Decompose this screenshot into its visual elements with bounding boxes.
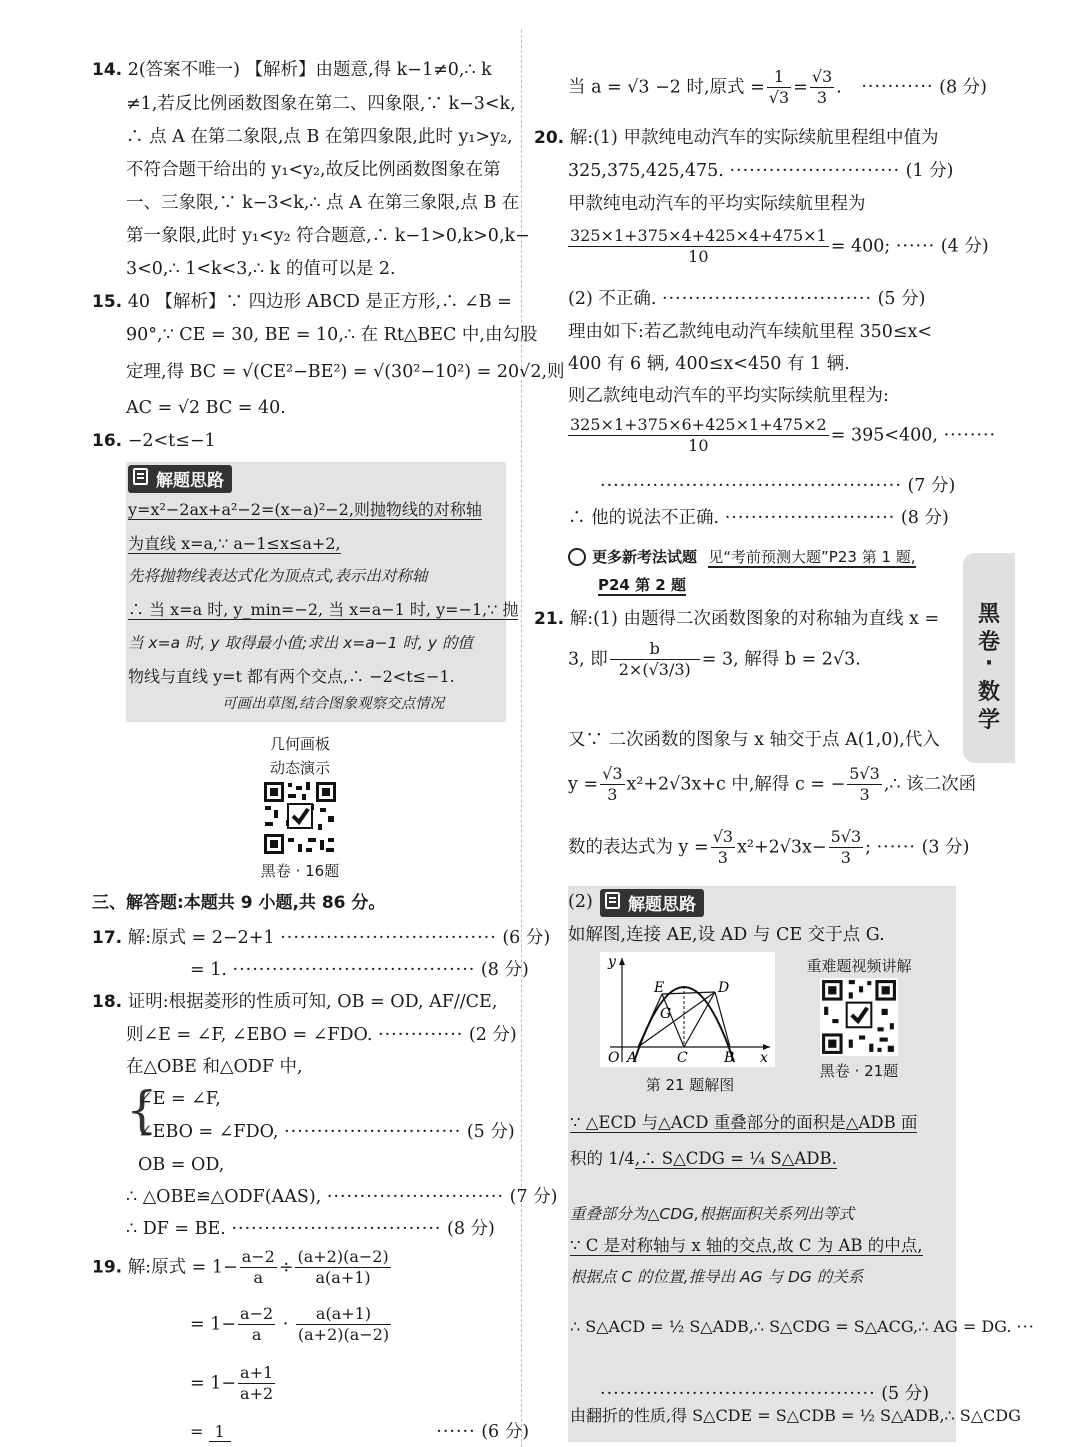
side-tab-char-5: 学 xyxy=(977,708,1000,733)
q20-text-1: 解:(1) 甲款纯电动汽车的实际续航里程组中值为 xyxy=(569,128,939,148)
q19-frac-1-num: a−2 xyxy=(240,1248,277,1268)
more-tests-ref-2 xyxy=(598,577,686,594)
side-tab-char-4: 数 xyxy=(977,680,1000,705)
q20-frac-2-num: 325×1+375×6+425×1+475×2 xyxy=(568,416,829,436)
q14-line-1 xyxy=(92,60,492,81)
q21-text-1: 解:(1) 由题得二次函数图象的对称轴为直线 x = xyxy=(569,609,940,629)
q19-frac-3 xyxy=(238,1305,275,1345)
q21-badge-label: 解题思路 xyxy=(628,895,696,915)
q18-text-5: ∴ DF = BE. xyxy=(126,1219,226,1239)
q21-text-4b: x²+2√3x+c 中,解得 c = − xyxy=(626,774,846,795)
q21-line-6: 如解图,连接 AE,设 AD 与 CE 交于点 G. xyxy=(568,925,885,945)
q16-number: 16. xyxy=(92,431,123,451)
q21-thinking-badge xyxy=(600,889,704,917)
q20-line-1 xyxy=(534,128,938,149)
q21-frac-5-den: 3 xyxy=(840,848,851,868)
q18-score-2: (2 分) xyxy=(468,1025,517,1045)
q17-score-1: (6 分) xyxy=(502,928,551,948)
q21-frac-3-den: 3 xyxy=(859,785,870,805)
q20-score-7-line: ·············································· (7 分) xyxy=(600,476,956,496)
side-tab xyxy=(963,553,1015,763)
q18-brace-1: ∠E = ∠F, xyxy=(138,1089,221,1109)
q21-figure-graph xyxy=(600,952,775,1067)
q19-line-3 xyxy=(190,1364,277,1404)
q17-line-1: 17. 解:原式 = 2−2+1 ································· (6 分) xyxy=(92,928,551,948)
q20-score-3: (4 分) xyxy=(940,236,989,257)
q16-hint-4 xyxy=(128,601,518,619)
q21-hint-6-text: ∴ S△ACD = ½ S△ADB,∴ S△CDG = S△ACG,∴ AG = DG. xyxy=(570,1317,1012,1336)
q20-frac-1-num: 325×1+375×4+425×4+475×1 xyxy=(568,227,829,247)
q20-frac-2 xyxy=(568,416,829,456)
section-3-heading: 三、解答题:本题共 9 小题,共 86 分。 xyxy=(92,893,386,913)
q21-hint-4-text: ∵ C 是对称轴与 x 轴的交点,故 C 为 AB 的中点, xyxy=(570,1236,923,1255)
q17-number: 17. xyxy=(92,928,123,948)
qr2-title: 重难题视频讲解 xyxy=(806,957,912,975)
q21-line-4 xyxy=(568,765,976,805)
q16-hint-4-text: ∴ 当 x=a 时, y_min=−2, 当 x=a−1 时, y=−1,∵ 抛 xyxy=(128,600,519,619)
q20-line-2: 325,375,425,475. ·························· (1 分) xyxy=(568,161,954,181)
q21-text-5b: x²+2√3x− xyxy=(737,837,827,858)
q21-text-4a: y = xyxy=(568,774,599,795)
note-icon xyxy=(605,892,620,909)
side-tab-char-3: · xyxy=(984,651,994,676)
q16-answer: −2<t≤−1 xyxy=(127,431,216,451)
q21-hint-4 xyxy=(570,1237,923,1256)
q20-frac-1-den: 10 xyxy=(688,247,709,267)
q20-line-3: 甲款纯电动汽车的平均实际续航里程为 xyxy=(568,194,866,214)
q21-frac-3 xyxy=(847,765,882,805)
q20-text-2: 325,375,425,475. xyxy=(568,161,724,181)
q14-line-6: 第一象限,此时 y₁<y₂ 符合题意,∴ k−1>0,k>0,k− xyxy=(126,226,530,246)
q17-score-2: (8 分) xyxy=(480,960,529,980)
q19-eq-2: = 1− xyxy=(190,1314,237,1335)
fig-label-O: O xyxy=(608,1050,620,1066)
q21-frac-4-num: √3 xyxy=(711,828,735,848)
q19-end-frac-2 xyxy=(810,68,834,108)
q21-frac-3-num: 5√3 xyxy=(847,765,882,785)
q21-frac-4-den: 3 xyxy=(717,848,728,868)
q18-text-4: ∴ △OBE≌△ODF(AAS), xyxy=(126,1187,322,1207)
qr2-caption: 黑卷 · 21题 xyxy=(819,1062,899,1080)
q16-hint-1 xyxy=(128,501,482,519)
q16-hint-7: 可画出草图,结合图象观察交点情况 xyxy=(222,696,445,712)
q18-brace-2-text: ∠EBO = ∠FDO, xyxy=(138,1122,279,1142)
q15-line-2: 90°,∵ CE = 30, BE = 10,∴ 在 Rt△BEC 中,由勾股 xyxy=(126,325,538,345)
q19-dot: · xyxy=(282,1314,289,1335)
q20-score-4: (5 分) xyxy=(877,289,926,309)
q19-end-frac-1-den: √3 xyxy=(768,88,790,108)
more-tests-banner[interactable] xyxy=(568,546,916,567)
q16-hint-2 xyxy=(128,535,341,553)
q19-frac-5-den: a+2 xyxy=(240,1384,274,1404)
q21-line-3: 又∵ 二次函数的图象与 x 轴交于点 A(1,0),代入 xyxy=(568,730,940,750)
q19-div: ÷ xyxy=(278,1257,294,1278)
q19-frac-2-num: (a+2)(a−2) xyxy=(295,1248,390,1268)
note-icon xyxy=(133,468,148,485)
q18-number: 18. xyxy=(92,992,123,1012)
q20-result-2: = 395<400, xyxy=(830,425,938,446)
q19-frac-3-num: a−2 xyxy=(238,1305,275,1325)
q19-end-score: (8 分) xyxy=(939,77,987,98)
more-tests-ref-1: 见“考前预测大题”P23 第 1 题, xyxy=(708,548,916,566)
more-tests-title: 更多新考法试题 xyxy=(592,548,698,566)
q19-end-frac-1 xyxy=(767,68,791,108)
q19-end-prefix: 当 a = √3 −2 时,原式 = xyxy=(568,77,765,98)
q21-figure xyxy=(600,952,775,1067)
q20-result-1: = 400; xyxy=(830,236,891,257)
q18-score-brace: (5 分) xyxy=(466,1122,515,1142)
q14-line-7: 3<0,∴ 1<k<3,∴ k 的值可以是 2. xyxy=(126,259,396,279)
q18-line-2: 则∠E = ∠F, ∠EBO = ∠FDO. ············· (2 分) xyxy=(126,1025,517,1045)
q14-line-2: ≠1,若反比例函数图象在第二、四象限,∵ k−3<k, xyxy=(126,94,516,114)
q19-end-frac-2-num: √3 xyxy=(810,68,834,88)
q21-hint-3: 重叠部分为△CDG,根据面积关系列出等式 xyxy=(570,1205,855,1223)
q20-score-2: (1 分) xyxy=(905,161,954,181)
q14-line-5: 一、三象限,∵ k−3<k,∴ 点 A 在第三象限,点 B 在 xyxy=(126,193,520,213)
q15-line-3: 定理,得 BC = √(CE²−BE²) = √(30²−10²) = 20√2,则 xyxy=(126,362,565,382)
q21-hint-5: 根据点 C 的位置,推导出 AG 与 DG 的关系 xyxy=(570,1268,864,1286)
q20-score-8: (8 分) xyxy=(900,508,949,528)
q21-figure-caption: 第 21 题解图 xyxy=(645,1076,735,1094)
q20-score-7: (7 分) xyxy=(907,476,956,496)
q15-line-4: AC = √2 BC = 40. xyxy=(126,398,286,418)
q16-line-1 xyxy=(92,431,216,452)
q19-end-frac-2-den: 3 xyxy=(816,88,828,108)
q21-frac-5 xyxy=(829,828,864,868)
q21-number: 21. xyxy=(534,609,565,629)
q21-frac-1-num: b xyxy=(610,640,700,660)
q21-hint-1-text: ∵ △ECD 与△ACD 重叠部分的面积是△ADB 面 xyxy=(570,1113,918,1132)
q17-text-2: = 1. xyxy=(190,960,227,980)
q15-line-1 xyxy=(92,292,512,313)
side-tab-char-1: 黑 xyxy=(977,602,1000,627)
qr1-caption: 黑卷 · 16题 xyxy=(260,862,340,880)
q20-text-4: (2) 不正确. xyxy=(568,289,657,309)
q21-frac-2-num: √3 xyxy=(600,765,624,785)
q21-line-2 xyxy=(568,640,861,680)
q21-hint-2 xyxy=(570,1150,837,1169)
q19-frac-1-den: a xyxy=(253,1268,264,1288)
q18-line-1 xyxy=(92,992,497,1013)
q20-line-5: 理由如下:若乙款纯电动汽车续航里程 350≤x< xyxy=(568,322,933,342)
q19-frac-4 xyxy=(296,1305,391,1345)
q18-brace: { xyxy=(126,1081,158,1139)
q15-number: 15. xyxy=(92,292,123,312)
qr-code-1-graphic xyxy=(262,780,338,856)
q14-number: 14. xyxy=(92,60,123,80)
qr1-title-1: 几何画板 xyxy=(269,735,330,753)
q21-text-2b: = 3, 解得 b = 2√3. xyxy=(701,649,861,670)
qr-code-2-graphic xyxy=(820,978,898,1056)
q15-text: 40 【解析】∵ 四边形 ABCD 是正方形,∴ ∠B = xyxy=(127,292,512,312)
q18-line-4: ∴ △OBE≌△ODF(AAS), ··························· (7 分) xyxy=(126,1187,558,1207)
q18-line-3: 在△OBE 和△ODF 中, xyxy=(126,1057,303,1077)
q20-frac-line-2: $\frac{325\times 1+375\times 6+425\times 1+475\times 2}{10}$ = 395<400, ········ xyxy=(570,415,997,456)
q19-eq-3: = 1− xyxy=(190,1373,237,1394)
q19-frac-2-den: a(a+1) xyxy=(315,1268,371,1288)
q21-frac-2-den: 3 xyxy=(607,785,618,805)
q21-part-2-label: (2) xyxy=(568,892,593,912)
q18-score-5: (8 分) xyxy=(447,1219,495,1239)
q19-frac-5-num: a+1 xyxy=(238,1364,275,1384)
q16-hint-5: 当 x=a 时, y 取得最小值;求出 x=a−1 时, y 的值 xyxy=(128,634,474,652)
q21-line-1 xyxy=(534,609,939,630)
q21-hint-2a: 积的 xyxy=(570,1149,603,1168)
q17-line-2: = 1. ····································· (8 分) xyxy=(190,960,529,980)
fig-label-x: x xyxy=(760,1050,768,1066)
q19-line-4: = 1 ······ (6 分) xyxy=(190,1422,530,1442)
q21-hint-1 xyxy=(570,1114,917,1133)
q14-line-3: ∴ 点 A 在第二象限,点 B 在第四象限,此时 y₁>y₂, xyxy=(126,127,513,147)
fig-label-B: B xyxy=(724,1050,735,1066)
link-icon xyxy=(568,548,586,566)
q21-frac-5-num: 5√3 xyxy=(829,828,864,848)
q14-text: 2(答案不唯一) 【解析】由题意,得 k−1≠0,∴ k xyxy=(127,60,492,80)
q20-frac-2-den: 10 xyxy=(688,436,709,456)
q18-brace-3: OB = OD, xyxy=(138,1155,225,1175)
q19-end-frac-1-num: 1 xyxy=(767,68,791,88)
more-tests-ref-2-text: P24 第 2 题 xyxy=(598,576,686,594)
fig-label-y: y xyxy=(608,954,616,970)
q19-line-1 xyxy=(92,1248,393,1288)
q19-frac-1 xyxy=(240,1248,277,1288)
q18-brace-2: ∠EBO = ∠FDO, ··························· (5 分) xyxy=(138,1122,515,1142)
q19-prefix: 解:原式 = 1− xyxy=(127,1257,238,1278)
fig-label-G: G xyxy=(660,1006,672,1022)
q21-hint-2b: ,∴ S△CDG = ¼ S△ADB. xyxy=(634,1149,837,1168)
q21-hint-7: 由翻折的性质,得 S△CDE = S△CDB = ½ S△ADB,∴ S△CDG xyxy=(570,1406,1021,1425)
q21-line-5: 数的表达式为 y = $\frac{√3}{3}$ x²+2√3x− $\frac{5√3}{3}$ ; ······ (3 分) xyxy=(568,827,970,868)
q16-hint-2-text: 为直线 x=a,∵ a−1≤x≤a+2, xyxy=(128,534,341,553)
q16-badge-label: 解题思路 xyxy=(156,471,224,491)
q21-text-5a: 数的表达式为 y = xyxy=(568,837,709,858)
q16-hint-1-text: y=x²−2ax+a²−2=(x−a)²−2,则抛物线的对称轴 xyxy=(128,500,482,519)
fig-label-C: C xyxy=(677,1050,688,1066)
qr-code-video-lecture[interactable] xyxy=(820,978,898,1056)
q16-thinking-badge xyxy=(128,465,232,493)
q21-hint-2-frac: 1/4 xyxy=(608,1149,635,1168)
q19-frac-6-num: 1 xyxy=(209,1423,231,1442)
q20-frac-line-1: $\frac{325\times 1+375\times 4+425\times 4+475\times 1}{10}$ = 400; ······ (4 分) xyxy=(570,226,989,267)
fig-label-E: E xyxy=(654,980,665,996)
q19-end-eq: = xyxy=(793,77,808,98)
q14-line-4: 不符合题干给出的 y₁<y₂,故反比例函数图象在第 xyxy=(126,160,501,180)
fig-label-D: D xyxy=(718,980,730,996)
q19-frac-5 xyxy=(238,1364,275,1404)
fig-label-A: A xyxy=(627,1050,638,1066)
q17-text-1: 解:原式 = 2−2+1 xyxy=(127,928,275,948)
q19-frac-4-den: (a+2)(a−2) xyxy=(297,1325,390,1345)
q16-hint-3: 先将抛物线表达式化为顶点式,表示出对称轴 xyxy=(128,567,428,585)
q20-text-8: ∴ 他的说法不正确. xyxy=(568,508,720,528)
qr1-title-2: 动态演示 xyxy=(269,759,330,777)
q19-number: 19. xyxy=(92,1257,123,1278)
q21-frac-2 xyxy=(600,765,624,805)
q16-hint-6: 物线与直线 y=t 都有两个交点,∴ −2<t≤−1. xyxy=(128,667,455,686)
q20-number: 20. xyxy=(534,128,565,148)
qr-code-geometry-demo[interactable] xyxy=(262,780,338,856)
q21-frac-1-den: 2×(√3/3) xyxy=(618,660,691,680)
q19-score-6: (6 分) xyxy=(481,1422,530,1442)
q18-score-4: (7 分) xyxy=(509,1187,558,1207)
q21-text-2a: 3, 即 xyxy=(568,649,608,670)
q19-frac-3-den: a xyxy=(251,1325,262,1345)
q21-score-6-line: ·········································· (5 分) xyxy=(600,1384,930,1404)
q20-line-4: (2) 不正确. ································ (5 分) xyxy=(568,289,926,309)
q21-score-5: (3 分) xyxy=(921,837,970,858)
q21-frac-1 xyxy=(610,640,700,680)
q20-line-8: ∴ 他的说法不正确. ·························· (8 分) xyxy=(568,508,949,528)
q19-end-line: 当 a = √3 −2 时,原式 = $\frac{1}{√3}$ = $\frac{√3}{3}$ . ··········· (8 分) xyxy=(568,67,987,108)
q21-hint-6: ∴ S△ACD = ½ S△ADB,∴ S△CDG = S△ACG,∴ AG = DG. ··· xyxy=(570,1317,1035,1336)
q18-text-2: 则∠E = ∠F, ∠EBO = ∠FDO. xyxy=(126,1025,373,1045)
q21-score-6: (5 分) xyxy=(881,1384,930,1404)
q21-text-4c: ,∴ 该二次函 xyxy=(883,774,977,795)
q19-frac-4-num: a(a+1) xyxy=(296,1305,391,1325)
q18-line-5: ∴ DF = BE. ································ (8 分) xyxy=(126,1219,495,1239)
q20-frac-1 xyxy=(568,227,829,267)
q19-frac-2 xyxy=(295,1248,390,1288)
q20-line-7: 则乙款纯电动汽车的平均实际续航里程为: xyxy=(568,386,889,406)
q21-frac-4 xyxy=(711,828,735,868)
q18-text-1: 证明:根据菱形的性质可知, OB = OD, AF//CE, xyxy=(127,992,498,1012)
side-tab-char-2: 卷 xyxy=(977,630,1000,655)
q20-line-6: 400 有 6 辆, 400≤x<450 有 1 辆. xyxy=(568,354,850,374)
q19-line-2 xyxy=(190,1305,393,1345)
